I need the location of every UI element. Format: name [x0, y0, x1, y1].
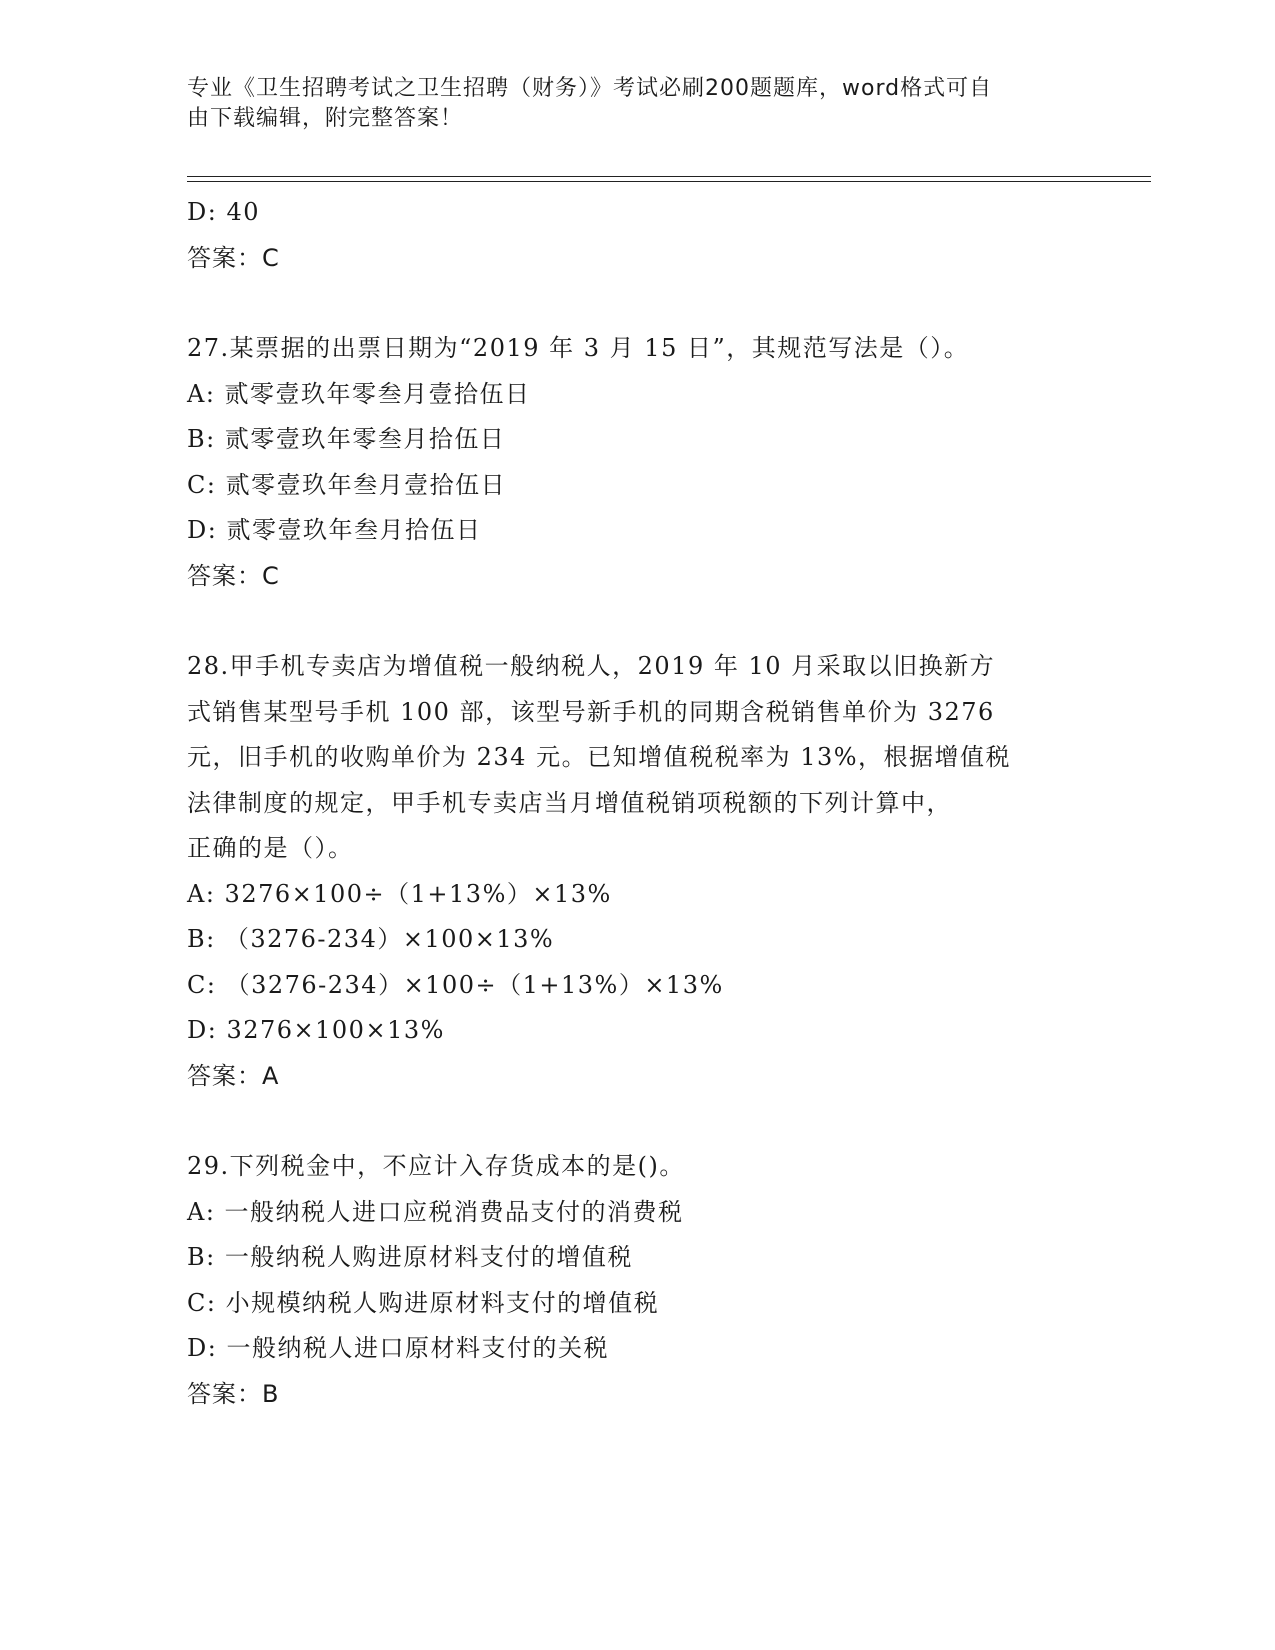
question-27: [187, 326, 1087, 599]
question-stem: 式销售某型号手机 100 部，该型号新手机的同期含税销售单价为 3276: [187, 697, 995, 726]
option-b: B: （3276-234）×100×13%: [187, 925, 555, 953]
option-d: D: 40: [187, 198, 260, 226]
option-b: B: 贰零壹玖年零叁月拾伍日: [187, 425, 506, 453]
option-c: C: （3276-234）×100÷（1+13%）×13%: [187, 970, 724, 999]
question-stem: 29.下列税金中，不应计入存货成本的是()。: [187, 1152, 685, 1180]
answer-line: 答案：C: [187, 243, 280, 272]
option-d: D: 3276×100×13%: [187, 1016, 445, 1044]
option-b: B: 一般纳税人购进原材料支付的增值税: [187, 1243, 633, 1271]
option-d: D: 一般纳税人进口原材料支付的关税: [187, 1334, 609, 1362]
question-stem: 正确的是（）。: [187, 834, 354, 862]
document-body: [187, 190, 1087, 1417]
option-c: C: 小规模纳税人购进原材料支付的增值税: [187, 1288, 660, 1317]
question-stem: 27.某票据的出票日期为“2019 年 3 月 15 日”，其规范写法是（）。: [187, 334, 970, 362]
option-a: A: 贰零壹玖年零叁月壹拾伍日: [187, 379, 531, 408]
question-stem: 28.甲手机专卖店为增值税一般纳税人，2019 年 10 月采取以旧换新方: [187, 652, 996, 680]
header-line-2: 由下载编辑，附完整答案！: [187, 106, 464, 131]
header-line-1: 专业《卫生招聘考试之卫生招聘（财务）》考试必刷200题题库，word格式可自: [187, 76, 993, 101]
question-29: [187, 1144, 1087, 1417]
question-28: [187, 644, 1087, 1099]
option-a: A: 3276×100÷（1+13%）×13%: [187, 879, 612, 908]
question-stem: 法律制度的规定，甲手机专卖店当月增值税销项税额的下列计算中，: [187, 788, 952, 817]
question-stem: 元，旧手机的收购单价为 234 元。已知增值税税率为 13%，根据增值税: [187, 743, 1012, 771]
option-a: A: 一般纳税人进口应税消费品支付的消费税: [187, 1197, 684, 1226]
header-divider-top: [187, 176, 1151, 177]
carryover-block: [187, 190, 1087, 281]
header-divider-bottom: [187, 181, 1151, 182]
option-d: D: 贰零壹玖年叁月拾伍日: [187, 516, 482, 544]
option-c: C: 贰零壹玖年叁月壹拾伍日: [187, 470, 507, 499]
answer-line: 答案：B: [187, 1379, 280, 1408]
answer-line: 答案：A: [187, 1061, 280, 1090]
answer-line: 答案：C: [187, 561, 280, 590]
document-header: [187, 74, 1067, 134]
